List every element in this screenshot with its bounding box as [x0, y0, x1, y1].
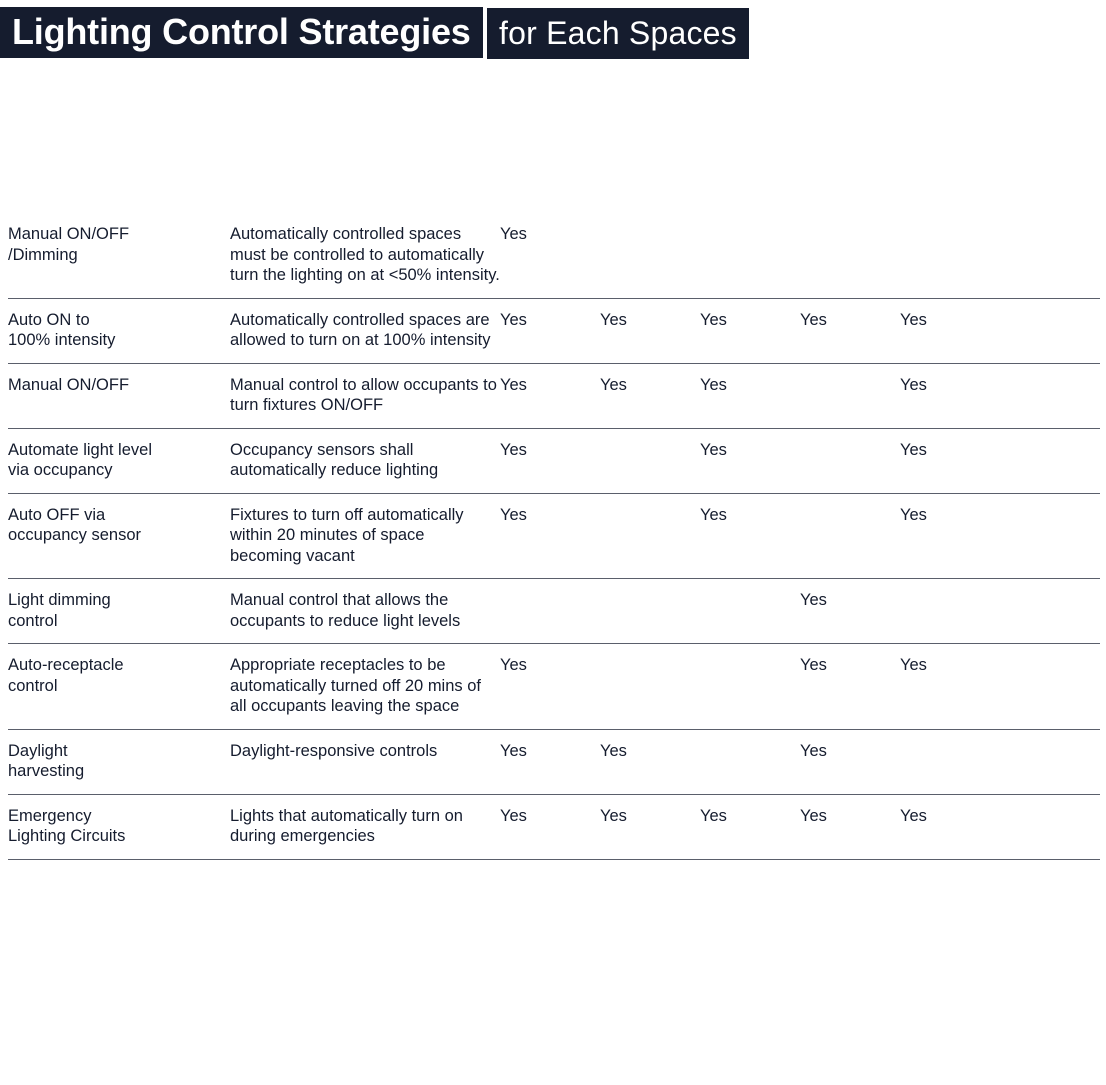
value-cell — [800, 493, 900, 579]
table-row — [8, 794, 1100, 859]
strategy-label-line-1: Manual ON/OFF — [8, 225, 130, 243]
page-title — [0, 0, 749, 59]
table-row — [8, 363, 1100, 428]
value-cell: Yes — [900, 310, 927, 329]
strategy-cell — [8, 729, 230, 794]
value-cell — [600, 213, 700, 298]
strategy-label-line-2: occupancy sensor — [8, 526, 141, 544]
strategy-label-line-2: via occupancy — [8, 461, 113, 479]
value-cell: Yes — [600, 806, 627, 825]
value-cell: Yes — [500, 806, 527, 825]
value-cell: Yes — [800, 591, 827, 609]
value-cell — [800, 428, 900, 493]
strategy-label-line-1: Auto OFF via — [8, 505, 106, 524]
strategy-cell — [8, 644, 230, 730]
strategy-cell — [8, 794, 230, 859]
strategy-cell — [8, 213, 230, 298]
value-cell: Yes — [700, 505, 727, 524]
table-row — [8, 579, 1100, 644]
strategy-label-line-1: Auto-receptacle — [8, 656, 124, 674]
value-cell: Yes — [900, 440, 927, 459]
value-cell — [700, 644, 800, 730]
value-cell — [900, 213, 1100, 298]
table-row — [8, 298, 1100, 363]
description-cell: Automatically controlled spaces are allowed to turn on at 100% intensity — [230, 310, 491, 349]
value-cell — [600, 644, 700, 730]
value-cell: Yes — [800, 656, 827, 674]
value-cell: Yes — [900, 505, 927, 524]
description-cell: Manual control that allows the occupants to reduce light levels — [230, 591, 461, 630]
value-cell: Yes — [800, 310, 827, 329]
strategy-label-line-1: Light dimming — [8, 591, 111, 609]
strategy-label-line-1: Manual ON/OFF — [8, 375, 130, 394]
strategy-label-line-2: Lighting Circuits — [8, 827, 126, 845]
value-cell — [700, 579, 800, 644]
strategy-label-line-1: Auto ON to — [8, 310, 90, 329]
value-cell — [500, 579, 600, 644]
value-cell: Yes — [500, 440, 527, 459]
strategy-cell — [8, 428, 230, 493]
value-cell: Yes — [800, 806, 827, 825]
description-cell: Daylight-responsive controls — [230, 741, 438, 760]
strategy-label-line-2: control — [8, 611, 58, 630]
description-cell: Appropriate receptacles to be automatically turned off 20 mins of all occupants leaving the space — [230, 656, 481, 715]
value-cell: Yes — [600, 375, 627, 394]
value-cell: Yes — [600, 310, 627, 329]
value-cell: Yes — [900, 375, 927, 394]
page-title-line-2: for Each Spaces — [487, 8, 749, 59]
table-row — [8, 213, 1100, 298]
strategy-label-line-2: harvesting — [8, 762, 85, 780]
value-cell: Yes — [700, 375, 727, 394]
value-cell: Yes — [900, 806, 927, 825]
description-cell: Lights that automatically turn on during emergencies — [230, 806, 463, 845]
value-cell — [700, 729, 800, 794]
value-cell — [600, 579, 700, 644]
description-cell: Occupancy sensors shall automatically reduce lighting — [230, 440, 439, 479]
strategy-label-line-2: /Dimming — [8, 245, 78, 264]
lighting-control-strategy-table — [8, 213, 1100, 860]
strategy-cell — [8, 298, 230, 363]
description-cell: Manual control to allow occupants to turn fixtures ON/OFF — [230, 375, 497, 414]
table-row — [8, 493, 1100, 579]
value-cell: Yes — [700, 310, 727, 329]
value-cell — [800, 213, 900, 298]
table-row — [8, 644, 1100, 730]
description-cell: Automatically controlled spaces must be controlled to automatically turn the lighting on at <50% intensity. — [230, 225, 500, 284]
value-cell — [900, 729, 1100, 794]
table-row — [8, 729, 1100, 794]
strategy-cell — [8, 363, 230, 428]
value-cell: Yes — [500, 310, 527, 329]
strategy-label-line-1: Daylight — [8, 741, 68, 760]
value-cell: Yes — [500, 505, 527, 524]
value-cell: Yes — [600, 741, 627, 760]
value-cell — [700, 213, 800, 298]
strategy-label-line-2: control — [8, 676, 58, 695]
description-cell: Fixtures to turn off automatically within 20 minutes of space becoming vacant — [230, 505, 464, 565]
strategy-cell — [8, 579, 230, 644]
strategy-label-line-1: Automate light level — [8, 440, 152, 459]
value-cell — [600, 428, 700, 493]
strategy-label-line-2: 100% intensity — [8, 331, 116, 349]
value-cell — [600, 493, 700, 579]
table-row — [8, 428, 1100, 493]
value-cell: Yes — [700, 440, 727, 459]
strategy-cell — [8, 493, 230, 579]
value-cell: Yes — [500, 375, 527, 394]
value-cell — [800, 363, 900, 428]
value-cell: Yes — [800, 741, 827, 760]
value-cell: Yes — [500, 656, 527, 674]
value-cell — [900, 579, 1100, 644]
value-cell: Yes — [900, 656, 927, 674]
strategy-label-line-1: Emergency — [8, 806, 92, 825]
value-cell: Yes — [500, 225, 527, 243]
value-cell: Yes — [700, 806, 727, 825]
page-title-line-1: Lighting Control Strategies — [0, 7, 483, 58]
value-cell: Yes — [500, 741, 527, 760]
